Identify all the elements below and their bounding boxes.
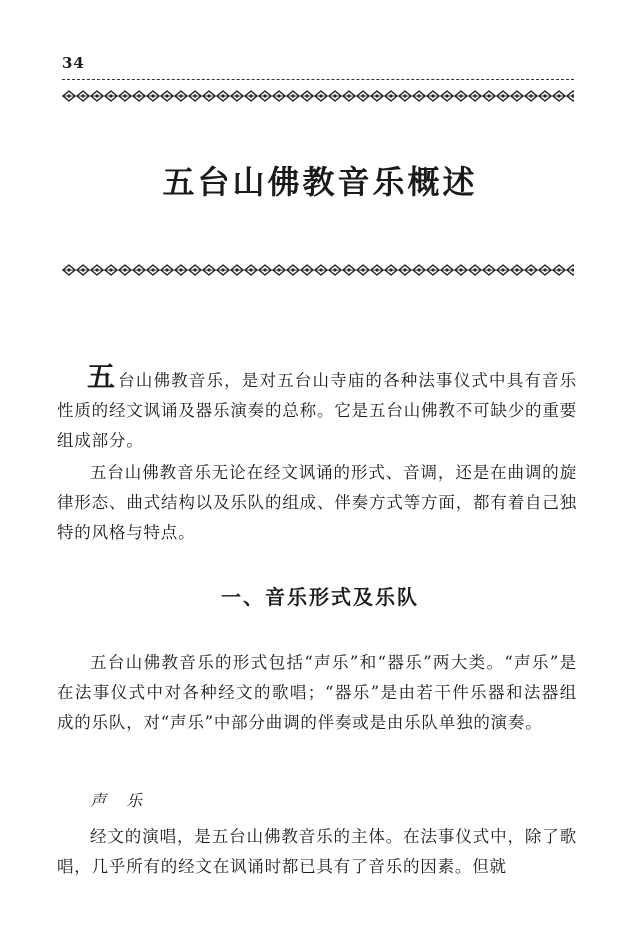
- ornament-motif: [314, 265, 328, 275]
- ornament-motif: [202, 91, 216, 101]
- ornament-motif: [384, 91, 398, 101]
- ornament-motif: [454, 91, 468, 101]
- ornament-motif: [412, 91, 426, 101]
- ornament-motif: [398, 265, 412, 275]
- ornament-motif: [230, 265, 244, 275]
- ornament-motif: [384, 265, 398, 275]
- chapter-title: 五台山佛教音乐概述: [162, 163, 478, 201]
- ornament-motif: [230, 91, 244, 101]
- ornament-motif: [356, 265, 370, 275]
- ornament-motif: [118, 91, 132, 101]
- ornament-motif: [426, 91, 440, 101]
- ornament-motif: [300, 265, 314, 275]
- ornament-motif: [216, 91, 230, 101]
- section-paragraph-1: 五台山佛教音乐的形式包括“声乐”和“器乐”两大类。“声乐”是在法事仪式中对各种经文的歌唱；“器乐”是由若干件乐器和法器组成的乐队，对“声乐”中部分曲调的伴奏或是由乐队单独的演奏。: [57, 653, 577, 732]
- ornament-motif: [174, 91, 188, 101]
- ornament-motif: [454, 265, 468, 275]
- ornament-motif: [538, 91, 552, 101]
- ornament-motif: [244, 91, 258, 101]
- subsection-heading: 声乐: [90, 791, 163, 810]
- ornament-motif: [258, 91, 272, 101]
- ornament-motif: [370, 265, 384, 275]
- ornament-pattern: [62, 264, 574, 276]
- ornament-motif: [328, 91, 342, 101]
- ornament-motif: [496, 265, 510, 275]
- ornament-motif: [552, 91, 566, 101]
- ornament-motif: [90, 265, 104, 275]
- ornament-motif: [132, 91, 146, 101]
- ornament-motif: [538, 265, 552, 275]
- ornament-motif: [90, 91, 104, 101]
- ornament-motif: [566, 91, 574, 101]
- ornament-motif: [272, 265, 286, 275]
- ornament-motif: [342, 265, 356, 275]
- ornament-motif: [272, 91, 286, 101]
- subsection-paragraph-1: 经文的演唱，是五台山佛教音乐的主体。在法事仪式中，除了歌唱，几乎所有的经文在讽诵时都已具有了音乐的因素。但就: [57, 827, 577, 876]
- ornament-motif: [174, 265, 188, 275]
- ornament-motif: [552, 265, 566, 275]
- ornament-border-bottom: [62, 264, 574, 276]
- ornament-motif: [188, 265, 202, 275]
- page-number: 34: [62, 54, 85, 72]
- ornament-border-top: [62, 90, 574, 102]
- ornament-motif: [510, 91, 524, 101]
- ornament-motif: [524, 91, 538, 101]
- ornament-motif: [468, 91, 482, 101]
- ornament-motif: [356, 91, 370, 101]
- ornament-motif: [62, 91, 76, 101]
- ornament-motif: [76, 265, 90, 275]
- intro-paragraph-1: [57, 362, 577, 456]
- dropcap: 五: [87, 360, 117, 393]
- ornament-motif: [244, 265, 258, 275]
- ornament-motif: [398, 91, 412, 101]
- ornament-motif: [202, 265, 216, 275]
- ornament-motif: [482, 91, 496, 101]
- ornament-motif: [104, 265, 118, 275]
- ornament-motif: [146, 91, 160, 101]
- ornament-motif: [300, 91, 314, 101]
- header-rule: [62, 79, 574, 80]
- intro-paragraph-1-text: 台山佛教音乐，是对五台山寺庙的各种法事仪式中具有音乐性质的经文讽诵及器乐演奏的总称。它是五台山佛教不可缺少的重要组成部分。: [57, 371, 577, 450]
- ornament-motif: [482, 265, 496, 275]
- ornament-motif: [440, 91, 454, 101]
- ornament-motif: [328, 265, 342, 275]
- ornament-motif: [160, 265, 174, 275]
- ornament-motif: [62, 265, 76, 275]
- section-heading: 一、音乐形式及乐队: [221, 585, 419, 609]
- ornament-motif: [510, 265, 524, 275]
- ornament-motif: [496, 91, 510, 101]
- ornament-pattern: [62, 90, 574, 102]
- ornament-motif: [146, 265, 160, 275]
- ornament-motif: [314, 91, 328, 101]
- ornament-motif: [76, 91, 90, 101]
- ornament-motif: [118, 265, 132, 275]
- ornament-motif: [440, 265, 454, 275]
- ornament-motif: [258, 265, 272, 275]
- ornament-motif: [216, 265, 230, 275]
- ornament-motif: [524, 265, 538, 275]
- ornament-motif: [104, 91, 118, 101]
- ornament-motif: [132, 265, 146, 275]
- ornament-motif: [370, 91, 384, 101]
- ornament-motif: [286, 91, 300, 101]
- ornament-motif: [188, 91, 202, 101]
- ornament-motif: [286, 265, 300, 275]
- ornament-motif: [468, 265, 482, 275]
- ornament-motif: [342, 91, 356, 101]
- ornament-motif: [412, 265, 426, 275]
- intro-paragraph-2: 五台山佛教音乐无论在经文讽诵的形式、音调，还是在曲调的旋律形态、曲式结构以及乐队的组成、伴奏方式等方面，都有着自己独特的风格与特点。: [57, 463, 577, 542]
- ornament-motif: [566, 265, 574, 275]
- ornament-motif: [426, 265, 440, 275]
- ornament-motif: [160, 91, 174, 101]
